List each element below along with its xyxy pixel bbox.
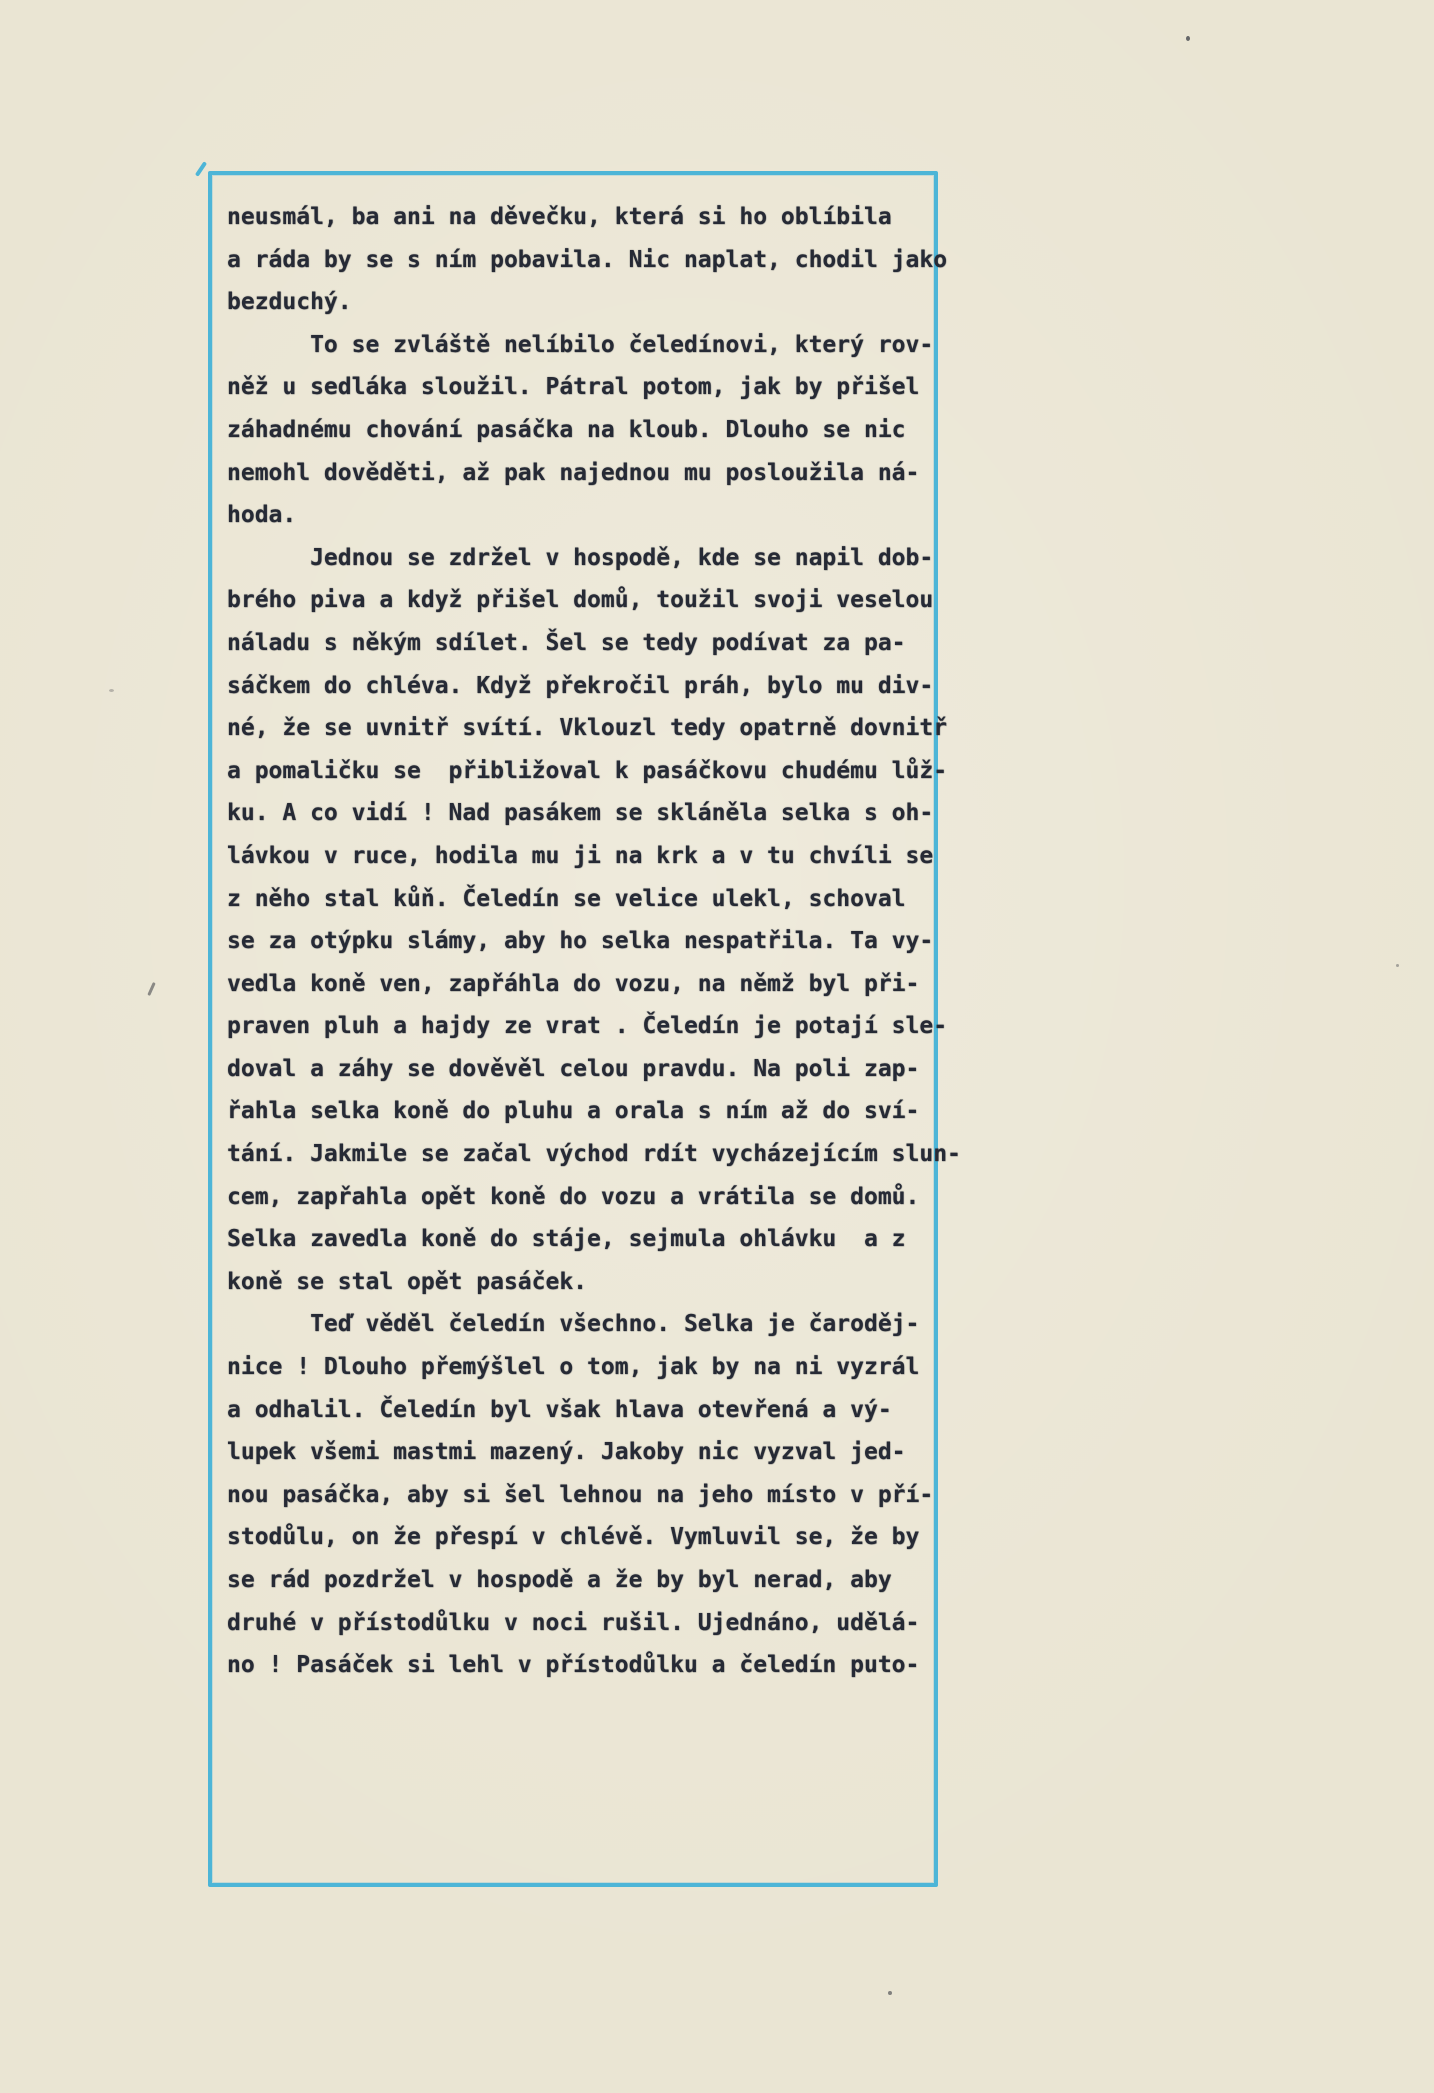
text-line: druhé v přístodůlku v noci rušil. Ujednáno, udělá- — [227, 1609, 920, 1636]
text-line: né, že se uvnitř svítí. Vklouzl tedy opatrně dovnitř — [227, 715, 948, 742]
text-line: doval a záhy se dověvěl celou pravdu. Na poli zap- — [227, 1055, 920, 1082]
text-line: náladu s někým sdílet. Šel se tedy podívat za pa- — [227, 629, 906, 656]
text-line: Jednou se zdržel v hospodě, kde se napil dob- — [227, 544, 934, 571]
text-line: nemohl dověděti, až pak najednou mu posloužila ná- — [227, 459, 920, 486]
text-line: lupek všemi mastmi mazený. Jakoby nic vyzval jed- — [227, 1439, 906, 1466]
text-line: z něho stal kůň. Čeledín se velice ulekl, schoval — [227, 885, 906, 912]
text-line: se za otýpku slámy, aby ho selka nespatřila. Ta vy- — [227, 928, 934, 955]
text-line: bezduchý. — [227, 289, 352, 316]
paper-speck — [888, 1991, 892, 1995]
text-line: a ráda by se s ním pobavila. Nic naplat, chodil jako — [227, 246, 948, 273]
typewritten-text-block — [227, 196, 961, 1687]
paper-speck — [1396, 964, 1399, 967]
text-line: Selka zavedla koně do stáje, sejmula ohlávku a z — [227, 1226, 906, 1253]
paper-speck — [1186, 36, 1190, 41]
text-line: no ! Pasáček si lehl v přístodůlku a čeledín puto- — [227, 1652, 920, 1679]
text-line: praven pluh a hajdy ze vrat . Čeledín je potají sle- — [227, 1013, 948, 1040]
text-line: lávkou v ruce, hodila mu ji na krk a v tu chvíli se — [227, 842, 934, 869]
text-line: neusmál, ba ani na děvečku, která si ho oblíbila — [227, 204, 892, 230]
paper-speck — [147, 982, 155, 996]
text-line: něž u sedláka sloužil. Pátral potom, jak by přišel — [227, 374, 920, 401]
text-line: a pomaličku se přibližoval k pasáčkovu chudému lůž- — [227, 757, 948, 784]
text-line: se rád pozdržel v hospodě a že by byl nerad, aby — [227, 1567, 892, 1593]
text-line: a odhalil. Čeledín byl však hlava otevřená a vý- — [227, 1396, 892, 1423]
text-line: záhadnému chování pasáčka na kloub. Dlouho se nic — [227, 416, 906, 443]
text-line: tání. Jakmile se začal východ rdít vycházejícím slun- — [227, 1141, 961, 1168]
text-line: cem, zapřahla opět koně do vozu a vrátila se domů. — [227, 1183, 920, 1210]
text-line: vedla koně ven, zapřáhla do vozu, na němž byl při- — [227, 970, 920, 997]
text-line: řahla selka koně do pluhu a orala s ním až do sví- — [227, 1098, 920, 1125]
text-line: ku. A co vidí ! Nad pasákem se skláněla selka s oh- — [227, 800, 934, 827]
text-line: To se zvláště nelíbilo čeledínovi, který rov- — [227, 331, 934, 358]
text-line: brého piva a když přišel domů, toužil svoji veselou — [227, 587, 934, 614]
text-line: nice ! Dlouho přemýšlel o tom, jak by na ni vyzrál — [227, 1354, 920, 1381]
paper-speck — [109, 689, 114, 692]
text-line: hoda. — [227, 502, 297, 529]
text-line: Teď věděl čeledín všechno. Selka je čaroděj- — [227, 1311, 920, 1338]
text-line: stodůlu, on že přespí v chlévě. Vymluvil se, že by — [227, 1524, 920, 1551]
text-line: koně se stal opět pasáček. — [227, 1268, 588, 1295]
text-line: nou pasáčka, aby si šel lehnou na jeho místo v pří- — [227, 1481, 934, 1508]
text-line: sáčkem do chléva. Když překročil práh, bylo mu div- — [227, 672, 934, 699]
